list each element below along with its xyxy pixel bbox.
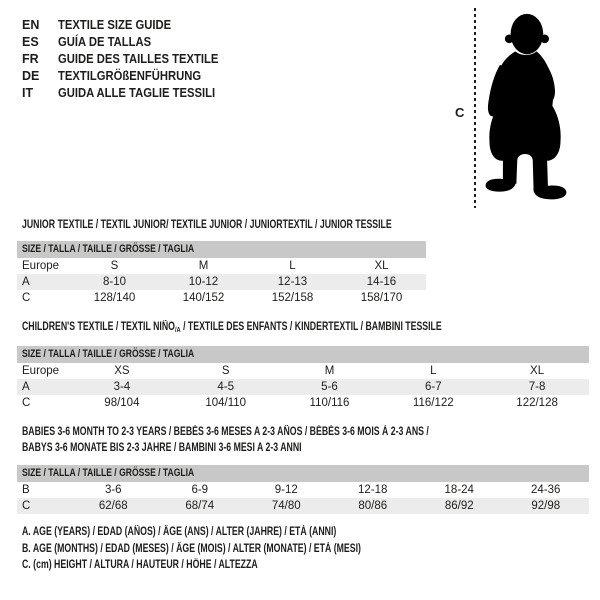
- table-cell: 24-36: [531, 484, 561, 496]
- table-row: [17, 379, 589, 395]
- table-cell: XL: [374, 260, 389, 272]
- babies-section-title-line2: BABYS 3-6 MONATE BIS 2-3 JAHRE / BAMBINI 3-6 MESI A 2-3 ANNI: [22, 442, 302, 454]
- footnote-c: C. (cm) HEIGHT / ALTURA / HAUTEUR / HÖHE / ALTEZZA: [22, 559, 258, 571]
- table-cell: 12-18: [358, 484, 388, 496]
- language-title: TEXTILE SIZE GUIDE: [58, 18, 172, 32]
- table-row: [17, 482, 589, 498]
- children-title-post: / TEXTILE DES ENFANTS / KINDERTEXTIL / BAMBINI TESSILE: [180, 321, 442, 333]
- table-cell: 98/104: [104, 397, 140, 409]
- language-title-list: [22, 17, 236, 102]
- table-cell: 68/74: [185, 500, 215, 512]
- footnote-b: B. AGE (MONTHS) / EDAD (MESES) / ÂGE (MOIS) / ALTER (MONATE) / ETÀ (MESI): [22, 542, 361, 555]
- table-cell: 14-16: [366, 276, 397, 288]
- table-cell: 9-12: [274, 484, 298, 496]
- language-row-de: [22, 68, 236, 85]
- language-title: GUIDA ALLE TAGLIE TESSILI: [58, 86, 216, 100]
- table-row: [17, 363, 589, 379]
- table-cell: 110/116: [309, 397, 350, 409]
- language-row-es: [22, 34, 236, 51]
- table-cell: 6-7: [424, 381, 442, 393]
- language-code: ES: [22, 35, 39, 49]
- language-code: DE: [22, 69, 40, 83]
- table-header: [17, 465, 589, 482]
- table-cell: M: [324, 365, 335, 377]
- table-cell: XS: [114, 365, 130, 377]
- table-cell: 128/140: [93, 292, 136, 304]
- language-title: GUÍA DE TALLAS: [58, 35, 152, 49]
- table-cell: Europe: [22, 260, 60, 272]
- table-cell: 3-4: [113, 381, 131, 393]
- table-row: [17, 498, 589, 514]
- language-row-it: [22, 85, 236, 102]
- table-cell: 92/98: [531, 500, 561, 512]
- junior-section-title: JUNIOR TEXTILE / TEXTIL JUNIOR/ TEXTILE JUNIOR / JUNIORTEXTIL / JUNIOR TESSILE: [22, 219, 392, 231]
- table-cell: 3-6: [104, 484, 122, 496]
- children-section-title: [22, 319, 442, 338]
- table-cell: 152/158: [271, 292, 314, 304]
- table-row: [17, 290, 426, 306]
- table-cell: Europe: [22, 365, 60, 377]
- table-header-label: SIZE / TALLA / TAILLE / GRÖSSE / TAGLIA: [22, 243, 195, 255]
- language-code: EN: [22, 18, 40, 32]
- height-marker-label: C: [455, 105, 465, 120]
- table-cell: 74/80: [271, 500, 301, 512]
- table-cell: S: [221, 365, 230, 377]
- footnote-a: A. AGE (YEARS) / EDAD (AÑOS) / ÂGE (ANS) / ALTER (JAHRE) / ETÀ (ANNI): [22, 526, 337, 538]
- table-cell: C: [22, 397, 31, 409]
- footnote-legend: [22, 524, 468, 574]
- table-cell: XL: [530, 365, 545, 377]
- table-cell: 12-13: [277, 276, 308, 288]
- table-cell: M: [198, 260, 209, 272]
- toddler-silhouette-image: [477, 6, 573, 208]
- table-row: [17, 274, 426, 290]
- table-cell: A: [22, 381, 30, 393]
- table-cell: 5-6: [321, 381, 338, 393]
- table-cell: L: [289, 260, 296, 272]
- table-row: [17, 258, 426, 274]
- table-cell: 86/92: [444, 500, 474, 512]
- language-row-en: [22, 17, 236, 34]
- table-header-label: SIZE / TALLA / TAILLE / GRÖSSE / TAGLIA: [22, 467, 195, 479]
- table-row: [17, 395, 589, 411]
- language-row-fr: [22, 51, 236, 68]
- table-header: [17, 241, 426, 258]
- table-header: [17, 346, 589, 363]
- table-cell: B: [22, 484, 30, 496]
- table-cell: 62/68: [98, 500, 128, 512]
- table-cell: L: [430, 365, 437, 377]
- table-header-label: SIZE / TALLA / TAILLE / GRÖSSE / TAGLIA: [22, 348, 195, 360]
- height-measure-dashed-line: [474, 8, 476, 208]
- table-cell: C: [22, 500, 31, 512]
- table-cell: 6-9: [191, 484, 209, 496]
- junior-size-table: [17, 241, 426, 306]
- table-cell: 80/86: [358, 500, 388, 512]
- babies-size-table: [17, 465, 589, 514]
- table-cell: 8-10: [102, 276, 127, 288]
- table-cell: 140/152: [182, 292, 225, 304]
- table-cell: A: [22, 276, 30, 288]
- table-cell: 104/110: [205, 397, 247, 409]
- children-title-pre: CHILDREN'S TEXTILE / TEXTIL NIÑO: [22, 321, 175, 333]
- table-cell: C: [22, 292, 31, 304]
- table-cell: 158/170: [360, 292, 403, 304]
- table-cell: 7-8: [528, 381, 546, 393]
- table-cell: 18-24: [444, 484, 474, 496]
- table-cell: S: [110, 260, 119, 272]
- children-title-subscript: /A: [174, 325, 181, 334]
- language-code: FR: [22, 52, 39, 66]
- table-cell: 4-5: [217, 381, 234, 393]
- children-size-table: [17, 346, 589, 411]
- language-code: IT: [22, 86, 34, 100]
- babies-section-title-line1: BABIES 3-6 MONTH TO 2-3 YEARS / BEBÉS 3-6 MESES A 2-3 AÑOS / BÉBÉS 3-6 MOIS À 2-3 ANS /: [22, 426, 429, 438]
- language-title: GUIDE DES TAILLES TEXTILE: [58, 52, 219, 66]
- table-cell: 116/122: [412, 397, 454, 409]
- language-title: TEXTILGRÖßENFÜHRUNG: [58, 69, 202, 83]
- table-cell: 122/128: [516, 397, 558, 409]
- table-cell: 10-12: [188, 276, 219, 288]
